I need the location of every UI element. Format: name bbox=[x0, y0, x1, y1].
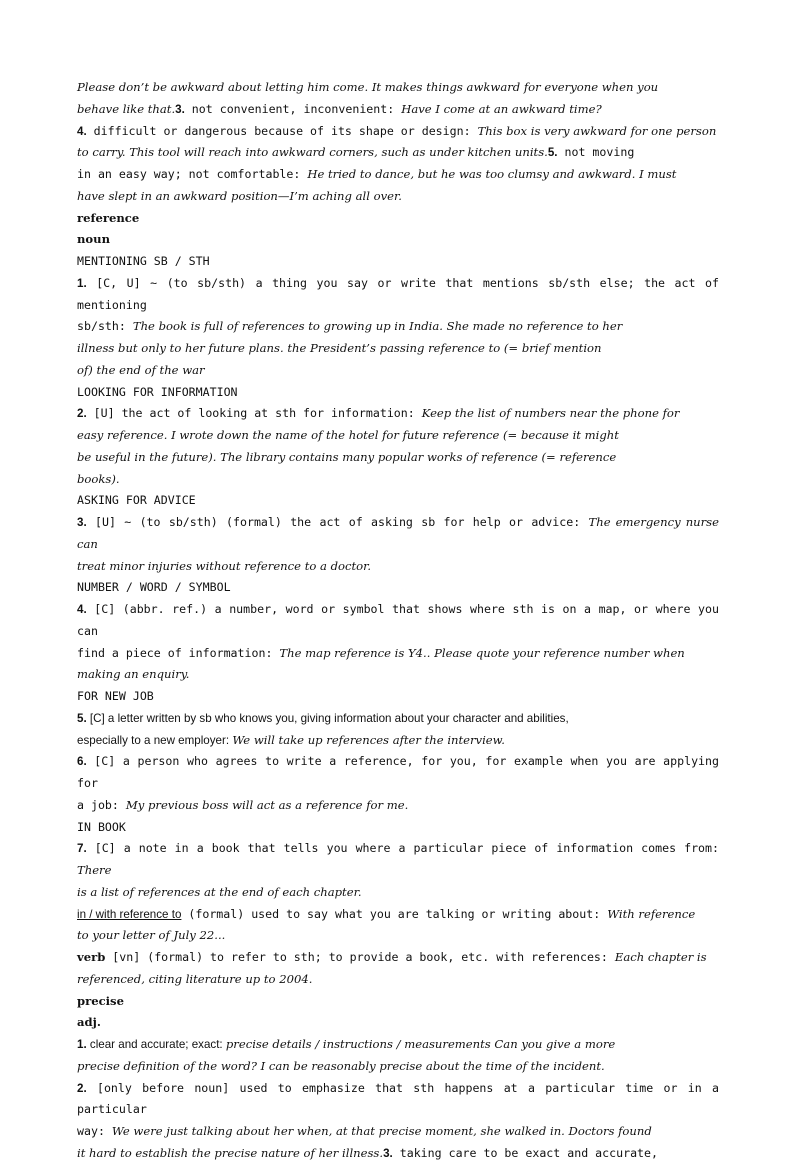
text-line bbox=[77, 490, 719, 512]
example-text: The map reference is Y4.. Please quote your reference number when bbox=[279, 645, 685, 660]
example-text: We were just talking about her when, at that precise moment, she walked in. Doctors found bbox=[111, 1124, 652, 1138]
section-heading: ASKING FOR ADVICE bbox=[77, 493, 196, 508]
text-line bbox=[77, 77, 719, 99]
example-text: precise definition of the word? I can be reasonably precise about the time of the incident. bbox=[77, 1058, 605, 1073]
example-text: Please don’t be awkward about letting him come. It makes things awkward for everyone when you bbox=[77, 80, 659, 94]
sense-number: 3. bbox=[77, 516, 87, 529]
definition-text: find a piece of information: bbox=[77, 645, 280, 660]
section-heading: MENTIONING SB / STH bbox=[77, 254, 210, 268]
text-line bbox=[77, 708, 719, 730]
sense-number: 4. bbox=[77, 603, 87, 616]
section-heading: FOR NEW JOB bbox=[77, 689, 154, 703]
text-line bbox=[77, 164, 719, 186]
example-text: precise details / instructions / measurements Can you give a more bbox=[225, 1037, 616, 1051]
example-text: easy reference. I wrote down the name of the hotel for future reference (= because it might bbox=[77, 428, 619, 442]
definition-text: [U] ~ (to sb/sth) (formal) the act of asking sb for help or advice: bbox=[86, 515, 589, 529]
text-line bbox=[77, 1143, 719, 1165]
section-heading: NUMBER / WORD / SYMBOL bbox=[77, 580, 231, 595]
headword-precise: precise bbox=[77, 993, 124, 1008]
text-line bbox=[77, 969, 719, 991]
example-text: to carry. This tool will reach into awkward corners, such as under kitchen units. bbox=[77, 145, 548, 160]
example-text: The emergency nurse can bbox=[77, 515, 719, 551]
definition-text: in an easy way; not comfortable: bbox=[77, 167, 308, 181]
example-text: With reference bbox=[607, 906, 696, 921]
example-text: We will take up references after the interview. bbox=[232, 732, 505, 747]
sense-number: 7. bbox=[77, 842, 87, 856]
example-text: books). bbox=[77, 471, 120, 486]
definition-text: not convenient, inconvenient: bbox=[184, 101, 402, 116]
definition-text: sb/sth: bbox=[77, 319, 133, 334]
text-line bbox=[77, 1012, 719, 1034]
text-line bbox=[77, 795, 719, 817]
definition-text: [vn] (formal) to refer to sth; to provide a book, etc. with references: bbox=[105, 950, 615, 964]
idiom-phrase: in / with reference to bbox=[77, 907, 182, 921]
part-of-speech: noun bbox=[77, 232, 111, 247]
dictionary-page bbox=[77, 77, 719, 1165]
definition-text: [C] (abbr. ref.) a number, word or symbol that shows where sth is on a map, or where you can bbox=[77, 602, 719, 638]
sense-number: 6. bbox=[77, 755, 87, 769]
example-text: referenced, citing literature up to 2004. bbox=[77, 971, 313, 986]
example-text: is a list of references at the end of each chapter. bbox=[77, 884, 362, 899]
text-line bbox=[77, 186, 719, 208]
example-text: The book is full of references to growing up in India. She made no reference to her bbox=[132, 319, 623, 334]
sense-number: 1. bbox=[77, 1038, 87, 1051]
text-line bbox=[77, 817, 719, 839]
text-line bbox=[77, 664, 719, 686]
text-line bbox=[77, 1034, 719, 1056]
definition-text: not moving bbox=[557, 145, 635, 160]
example-text: have slept in an awkward position—I’m aching all over. bbox=[77, 188, 402, 203]
text-line bbox=[77, 730, 719, 752]
text-line bbox=[77, 251, 719, 273]
text-line bbox=[77, 991, 719, 1013]
text-line bbox=[77, 99, 719, 121]
example-text: My previous boss will act as a reference for me. bbox=[125, 797, 409, 812]
definition-text: especially to a new employer: bbox=[77, 733, 233, 747]
text-line bbox=[77, 904, 719, 926]
text-line bbox=[77, 403, 719, 425]
section-heading: IN BOOK bbox=[77, 819, 126, 834]
section-heading: LOOKING FOR INFORMATION bbox=[77, 384, 238, 399]
text-line bbox=[77, 382, 719, 404]
definition-text: clear and accurate; exact: bbox=[86, 1038, 226, 1051]
sense-number: 2. bbox=[77, 407, 87, 421]
text-line bbox=[77, 229, 719, 251]
text-line bbox=[77, 360, 719, 382]
text-line bbox=[77, 1056, 719, 1078]
text-line bbox=[77, 838, 719, 882]
example-text: Have I come at an awkward time? bbox=[401, 101, 602, 116]
text-line bbox=[77, 338, 719, 360]
text-line bbox=[77, 925, 719, 947]
text-line bbox=[77, 316, 719, 338]
text-line bbox=[77, 556, 719, 578]
example-text: be useful in the future). The library contains many popular works of reference (= reference bbox=[77, 449, 617, 464]
text-line bbox=[77, 469, 719, 491]
text-line bbox=[77, 577, 719, 599]
sense-number: 3. bbox=[175, 102, 185, 116]
text-line bbox=[77, 751, 719, 795]
text-line bbox=[77, 1078, 719, 1122]
example-text: behave like that. bbox=[77, 101, 176, 116]
sense-number: 2. bbox=[77, 1081, 87, 1095]
example-text: it hard to establish the precise nature of her illness. bbox=[77, 1145, 384, 1160]
definition-text: (formal) used to say what you are talking or writing about: bbox=[181, 906, 608, 921]
example-text: treat minor injuries without reference to a doctor. bbox=[77, 558, 372, 573]
part-of-speech: verb bbox=[77, 950, 106, 964]
text-line bbox=[77, 142, 719, 164]
text-line bbox=[77, 512, 719, 556]
sense-number: 4. bbox=[77, 124, 87, 138]
text-line bbox=[77, 643, 719, 665]
definition-text: [C] a letter written by sb who knows you, giving information about your character and abilities, bbox=[86, 711, 569, 725]
definition-text: [C, U] ~ (to sb/sth) a thing you say or write that mentions sb/sth else; the act of mentioning bbox=[77, 275, 719, 312]
sense-number: 1. bbox=[77, 276, 87, 290]
definition-text: difficult or dangerous because of its shape or design: bbox=[86, 123, 478, 138]
text-line bbox=[77, 425, 719, 447]
definition-text: taking care to be exact and accurate, bbox=[392, 1145, 658, 1160]
example-text: Each chapter is bbox=[614, 950, 707, 964]
definition-text: way: bbox=[77, 1124, 112, 1138]
example-text: He tried to dance, but he was too clumsy and awkward. I must bbox=[307, 167, 677, 181]
text-line bbox=[77, 686, 719, 708]
sense-number: 3. bbox=[383, 1146, 393, 1160]
definition-text: a job: bbox=[77, 797, 126, 812]
definition-text: [only before noun] used to emphasize that sth happens at a particular time or in a particular bbox=[77, 1080, 719, 1117]
example-text: This box is very awkward for one person bbox=[477, 123, 717, 138]
sense-number: 5. bbox=[547, 146, 558, 160]
text-line bbox=[77, 121, 719, 143]
text-line bbox=[77, 947, 719, 969]
text-line bbox=[77, 599, 719, 643]
text-line bbox=[77, 1121, 719, 1143]
example-text: Keep the list of numbers near the phone for bbox=[421, 406, 680, 421]
text-line bbox=[77, 273, 719, 317]
definition-text: [C] a person who agrees to write a reference, for you, for example when you are applying for bbox=[77, 754, 719, 790]
example-text: of) the end of the war bbox=[77, 362, 205, 377]
text-line bbox=[77, 208, 719, 230]
headword-reference: reference bbox=[77, 210, 140, 225]
example-text: There bbox=[77, 863, 112, 877]
text-line bbox=[77, 447, 719, 469]
sense-number: 5. bbox=[77, 711, 87, 725]
example-text: making an enquiry. bbox=[77, 667, 190, 682]
example-text: illness but only to her future plans. the President’s passing reference to (= brief mention bbox=[77, 341, 602, 355]
definition-text: [U] the act of looking at sth for information: bbox=[86, 406, 422, 421]
example-text: to your letter of July 22... bbox=[77, 928, 226, 943]
definition-text: [C] a note in a book that tells you where a particular piece of information comes from: bbox=[86, 841, 719, 856]
part-of-speech: adj. bbox=[77, 1015, 101, 1030]
text-line bbox=[77, 882, 719, 904]
